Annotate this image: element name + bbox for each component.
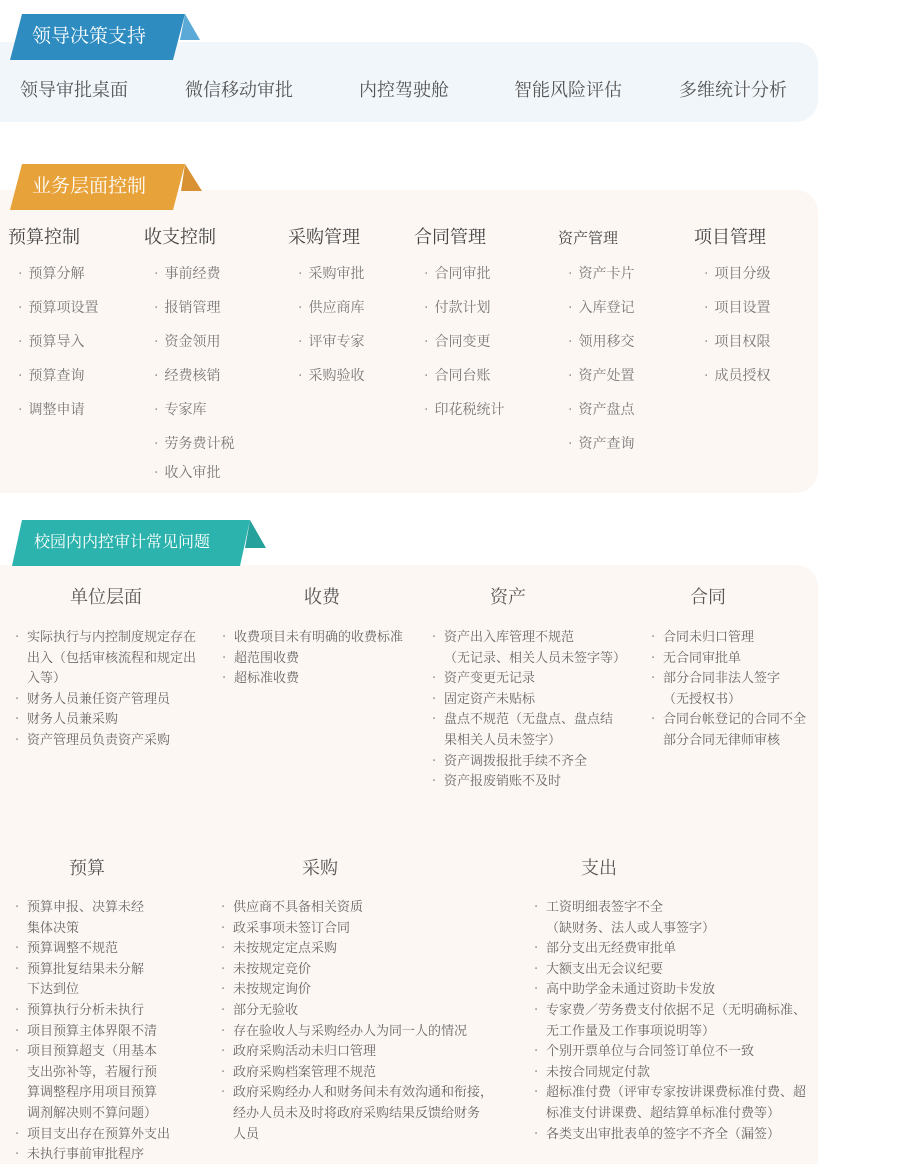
menu-item[interactable]: · 预算项设置 bbox=[18, 298, 98, 332]
menu-item[interactable]: · 入库登记 bbox=[568, 298, 634, 332]
menu-item[interactable]: · 事前经费 bbox=[154, 264, 234, 298]
issue-line: · 盘点不规范（无盘点、盘点结 bbox=[432, 710, 626, 731]
lead-item-cockpit[interactable]: 内控驾驶舱 bbox=[359, 80, 449, 101]
issue-line: · 未按合同规定付款 bbox=[534, 1063, 806, 1084]
issue-list-contract bbox=[651, 628, 806, 752]
menu-item[interactable]: · 评审专家 bbox=[298, 332, 364, 366]
group-title: 合同 bbox=[690, 587, 726, 608]
issue-line: · 未按规定竞价 bbox=[221, 960, 493, 981]
audit-banner bbox=[12, 520, 272, 564]
issue-line: 经办人员未及时将政府采购结果反馈给财务 bbox=[233, 1105, 481, 1121]
menu-item[interactable]: · 调整申请 bbox=[18, 400, 98, 434]
issue-line: · 固定资产未贴标 bbox=[432, 690, 626, 711]
section-title: 业务层面控制 bbox=[32, 175, 147, 197]
group-title: 收费 bbox=[304, 587, 340, 608]
issue-line: · 资产出入库管理不规范 bbox=[432, 628, 626, 649]
group-title: 资产 bbox=[490, 587, 526, 608]
issue-line: · 未按规定询价 bbox=[221, 980, 493, 1001]
issue-line: 下达到位 bbox=[27, 982, 80, 998]
issue-line: · 合同未归口管理 bbox=[651, 628, 806, 649]
menu-item[interactable]: · 项目权限 bbox=[704, 332, 770, 366]
issue-line: 集体决策 bbox=[27, 920, 80, 936]
column-title: 合同管理 bbox=[414, 227, 486, 248]
menu-item[interactable]: · 经费核销 bbox=[154, 366, 234, 400]
issue-line: · 财务人员兼采购 bbox=[15, 710, 196, 731]
menu-item[interactable]: · 预算分解 bbox=[18, 264, 98, 298]
column-title: 收支控制 bbox=[144, 227, 216, 248]
issue-line: · 预算申报、决算未经 bbox=[15, 898, 170, 919]
issue-line: · 大额支出无会议纪要 bbox=[534, 960, 806, 981]
issue-line: （无记录、相关人员未签字等） bbox=[444, 650, 627, 666]
group-title: 采购 bbox=[302, 858, 338, 879]
issue-line: 部分合同无律师审核 bbox=[663, 732, 781, 748]
issue-line: （缺财务、法人或人事签字） bbox=[546, 920, 716, 936]
issue-line: · 预算批复结果未分解 bbox=[15, 960, 170, 981]
menu-item[interactable]: · 预算查询 bbox=[18, 366, 98, 400]
lead-item-stats[interactable]: 多维统计分析 bbox=[679, 80, 787, 101]
column-title: 资产管理 bbox=[558, 229, 619, 247]
issue-line: · 部分无验收 bbox=[221, 1001, 493, 1022]
business-banner bbox=[10, 164, 205, 208]
issue-line: · 个别开票单位与合同签订单位不一致 bbox=[534, 1042, 806, 1063]
menu-item[interactable]: · 项目设置 bbox=[704, 298, 770, 332]
issue-list-budget bbox=[15, 898, 170, 1166]
issue-line: 入等） bbox=[27, 671, 67, 687]
issue-line: · 项目预算超支（用基本 bbox=[15, 1042, 170, 1063]
section-title: 校园内内控审计常见问题 bbox=[34, 532, 211, 551]
menu-item[interactable]: · 专家库 bbox=[154, 400, 234, 434]
menu-item[interactable]: · 合同台账 bbox=[424, 366, 504, 400]
issue-line: · 资产调拨报批手续不齐全 bbox=[432, 752, 626, 773]
lead-item-wechat[interactable]: 微信移动审批 bbox=[185, 80, 293, 101]
lead-item-risk[interactable]: 智能风险评估 bbox=[514, 80, 622, 101]
section-title: 领导决策支持 bbox=[32, 25, 147, 47]
issue-line: · 专家费／劳务费支付依据不足（无明确标准、 bbox=[534, 1001, 806, 1022]
issue-line: · 各类支出审批表单的签字不齐全（漏签） bbox=[534, 1125, 806, 1146]
menu-item[interactable]: · 资产盘点 bbox=[568, 400, 634, 434]
menu-item[interactable]: · 劳务费计税 bbox=[154, 434, 234, 463]
issue-line: 算调整程序用项目预算 bbox=[27, 1085, 158, 1101]
issue-line: · 项目预算主体界限不清 bbox=[15, 1022, 170, 1043]
column-title: 采购管理 bbox=[288, 227, 360, 248]
issue-line: · 政采事项未签订合同 bbox=[221, 919, 493, 940]
issue-list-fees bbox=[222, 628, 403, 690]
issue-line: · 供应商不具备相关资质 bbox=[221, 898, 493, 919]
issue-line: · 部分合同非法人签字 bbox=[651, 669, 806, 690]
issue-line: · 实际执行与内控制度规定存在 bbox=[15, 628, 196, 649]
issue-line: 果相关人员未签字） bbox=[444, 732, 562, 748]
issue-line: 出入（包括审核流程和规定出 bbox=[27, 650, 197, 666]
issue-list-expense bbox=[534, 898, 806, 1145]
menu-item[interactable]: · 采购验收 bbox=[298, 366, 364, 400]
menu-item[interactable]: · 付款计划 bbox=[424, 298, 504, 332]
biz-col-asset bbox=[558, 226, 635, 452]
menu-item[interactable]: · 领用移交 bbox=[568, 332, 634, 366]
menu-item[interactable]: · 合同变更 bbox=[424, 332, 504, 366]
biz-col-budget bbox=[8, 226, 99, 418]
issue-line: 人员 bbox=[233, 1126, 260, 1142]
group-title: 单位层面 bbox=[70, 587, 142, 608]
issue-line: 标准支付讲课费、超结算单标准付费等） bbox=[546, 1105, 781, 1121]
biz-col-project bbox=[694, 226, 771, 384]
menu-item[interactable]: · 成员授权 bbox=[704, 366, 770, 400]
issue-line: · 财务人员兼任资产管理员 bbox=[15, 690, 196, 711]
menu-item[interactable]: · 报销管理 bbox=[154, 298, 234, 332]
issue-line: · 预算执行分析未执行 bbox=[15, 1001, 170, 1022]
issue-line: · 未按规定定点采购 bbox=[221, 939, 493, 960]
column-title: 项目管理 bbox=[694, 227, 766, 248]
issue-line: · 存在验收人与采购经办人为同一人的情况 bbox=[221, 1022, 493, 1043]
lead-item-desktop[interactable]: 领导审批桌面 bbox=[20, 80, 128, 101]
issue-line: 支出弥补等，若履行预 bbox=[27, 1064, 158, 1080]
issue-line: · 资产管理员负责资产采购 bbox=[15, 731, 196, 752]
menu-item[interactable]: · 资产处置 bbox=[568, 366, 634, 400]
menu-item[interactable]: · 印花税统计 bbox=[424, 400, 504, 434]
issue-line: · 无合同审批单 bbox=[651, 649, 806, 670]
menu-item[interactable]: · 资产卡片 bbox=[568, 264, 634, 298]
issue-line: · 部分支出无经费审批单 bbox=[534, 939, 806, 960]
biz-col-income bbox=[144, 226, 235, 481]
column-title: 预算控制 bbox=[8, 227, 80, 248]
issue-line: · 项目支出存在预算外支出 bbox=[15, 1125, 170, 1146]
issue-line: · 未执行事前审批程序 bbox=[15, 1145, 170, 1166]
issue-line: 调剂解决则不算问题） bbox=[27, 1105, 158, 1121]
menu-item[interactable]: · 预算导入 bbox=[18, 332, 98, 366]
leadership-banner bbox=[10, 14, 205, 58]
biz-col-purchase bbox=[288, 226, 365, 384]
menu-item[interactable]: · 资产查询 bbox=[568, 434, 634, 468]
issue-line: · 政府采购活动未归口管理 bbox=[221, 1042, 493, 1063]
menu-item[interactable]: · 收入审批 bbox=[154, 463, 234, 497]
issue-line: · 预算调整不规范 bbox=[15, 939, 170, 960]
issue-line: · 政府采购档案管理不规范 bbox=[221, 1063, 493, 1084]
issue-line: · 政府采购经办人和财务间未有效沟通和衔接， bbox=[221, 1083, 493, 1104]
menu-item[interactable]: · 项目分级 bbox=[704, 264, 770, 298]
biz-col-contract bbox=[414, 226, 505, 418]
issue-line: · 超标准付费（评审专家按讲课费标准付费、超 bbox=[534, 1083, 806, 1104]
issue-line: （无授权书） bbox=[663, 691, 742, 707]
issue-line: · 工资明细表签字不全 bbox=[534, 898, 806, 919]
menu-item[interactable]: · 采购审批 bbox=[298, 264, 364, 298]
issue-list-assets bbox=[432, 628, 626, 793]
menu-item[interactable]: · 资金领用 bbox=[154, 332, 234, 366]
issue-line: · 资产报废销账不及时 bbox=[432, 772, 626, 793]
issue-line: · 超范围收费 bbox=[222, 649, 403, 670]
issue-line: · 合同台帐登记的合同不全 bbox=[651, 710, 806, 731]
menu-item[interactable]: · 供应商库 bbox=[298, 298, 364, 332]
group-title: 预算 bbox=[69, 858, 105, 879]
menu-item[interactable]: · 合同审批 bbox=[424, 264, 504, 298]
issue-line: · 高中助学金未通过资助卡发放 bbox=[534, 980, 806, 1001]
issue-line: · 超标准收费 bbox=[222, 669, 403, 690]
issue-line: 无工作量及工作事项说明等） bbox=[546, 1023, 716, 1039]
issue-list-unit bbox=[15, 628, 196, 752]
issue-list-purchase bbox=[221, 898, 493, 1145]
issue-line: · 收费项目未有明确的收费标准 bbox=[222, 628, 403, 649]
issue-line: · 资产变更无记录 bbox=[432, 669, 626, 690]
group-title: 支出 bbox=[581, 858, 617, 879]
